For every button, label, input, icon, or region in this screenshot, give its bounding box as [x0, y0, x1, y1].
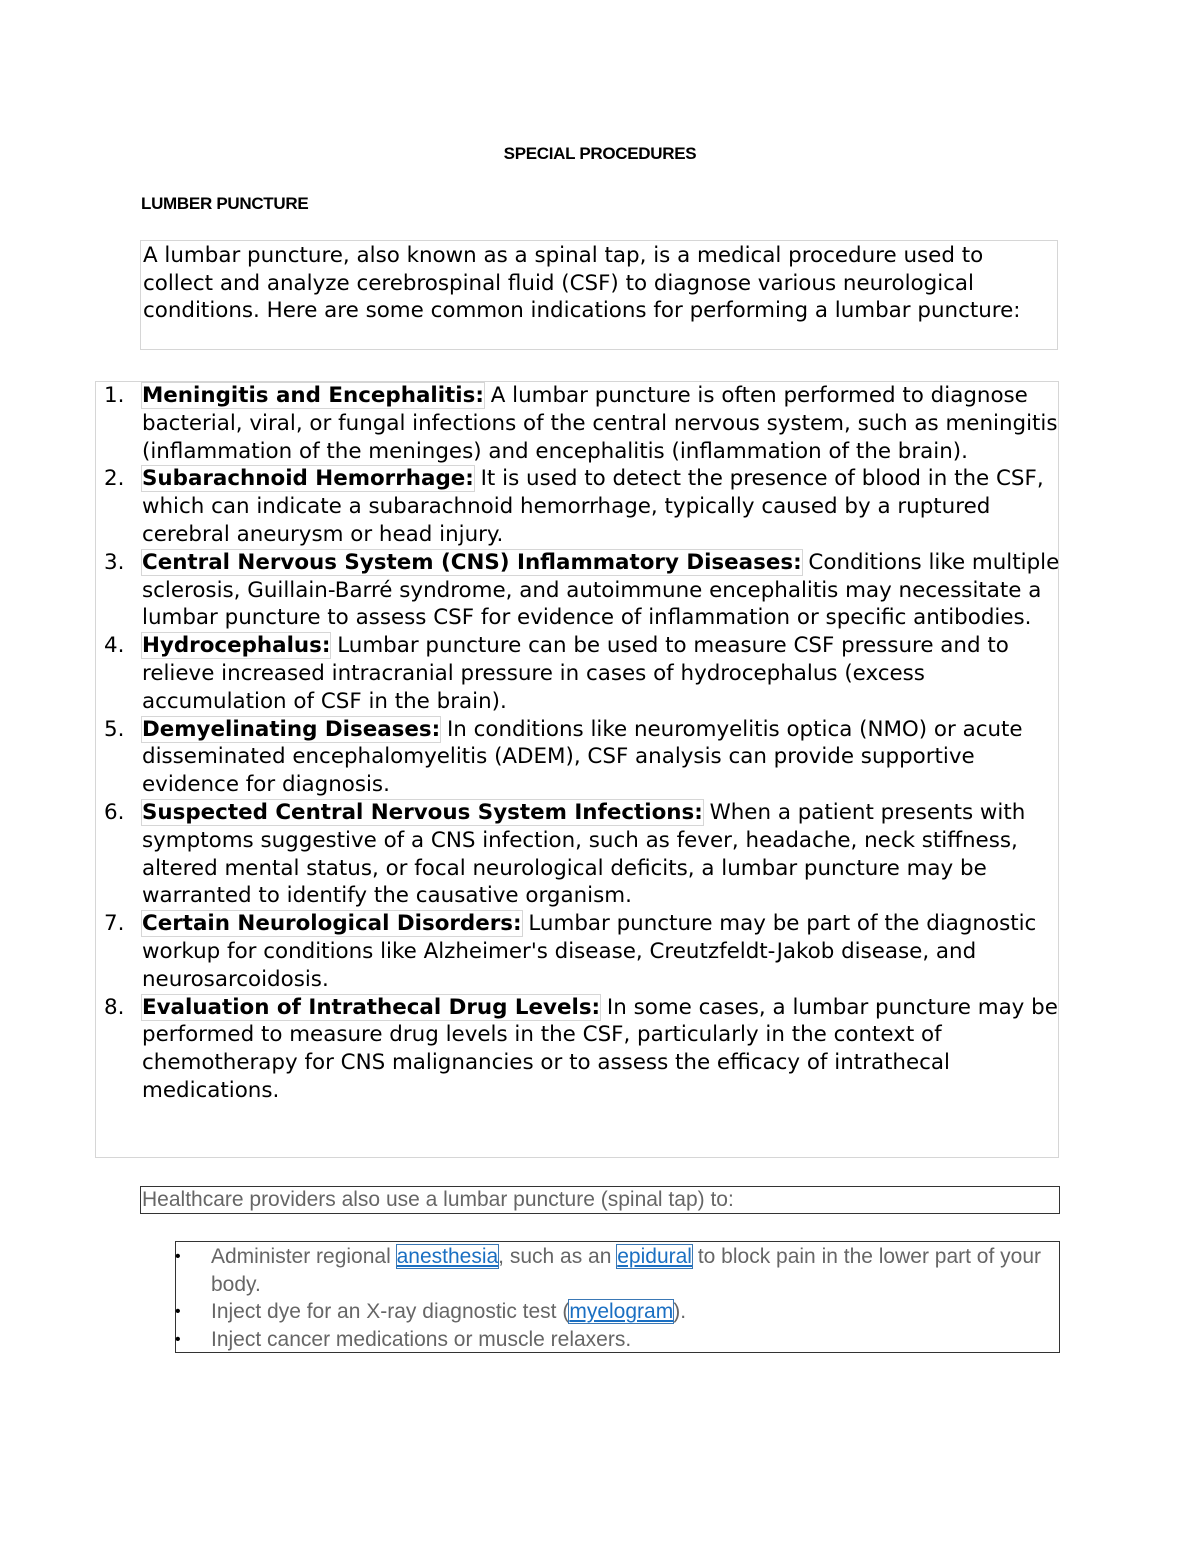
- list-text: , such as an: [498, 1245, 618, 1268]
- list-item: [104, 994, 1060, 1105]
- list-item: [104, 910, 1060, 993]
- list-item: [104, 465, 1060, 548]
- list-number: 7.: [104, 911, 125, 937]
- list-item: [175, 1326, 1051, 1354]
- list-item: [104, 799, 1060, 910]
- list-text: Inject dye for an X-ray diagnostic test (: [211, 1300, 570, 1323]
- list-text: In some cases, a lumbar puncture may be performed to measure drug levels in the CSF, particularly in the context of chemotherapy for CNS malignancies or to assess the efficacy of intrathecal medications.: [142, 994, 1058, 1103]
- bullet-icon: •: [175, 1248, 181, 1265]
- list-text: Lumbar puncture can be used to measure CSF pressure and to relieve increased intracranial pressure in cases of hydrocephalus (excess accumulation of CSF in the brain).: [142, 633, 1009, 714]
- list-number: 2.: [104, 466, 125, 492]
- indications-list: [104, 382, 1060, 1105]
- list-number: 3.: [104, 549, 125, 575]
- list-term: Suspected Central Nervous System Infections:: [142, 799, 703, 825]
- list-text: In conditions like neuromyelitis optica (NMO) or acute disseminated encephalomyelitis (ADEM), CSF analysis can provide supportive evidence for diagnosis.: [142, 716, 1023, 798]
- list-term: Subarachnoid Hemorrhage:: [142, 466, 474, 492]
- list-term: Evaluation of Intrathecal Drug Levels:: [142, 994, 601, 1020]
- intro-paragraph: A lumbar puncture, also known as a spinal tap, is a medical procedure used to collect and analyze cerebrospinal fluid (CSF) to diagnose various neurological conditions. Here are some common indications for performing a lumbar puncture:: [140, 240, 1058, 350]
- list-text: It is used to detect the presence of blood in the CSF, which can indicate a subarachnoid hemorrhage, typically caused by a ruptured cerebral aneurysm or head injury.: [142, 466, 1044, 547]
- list-number: 5.: [104, 716, 125, 742]
- list-term: Certain Neurological Disorders:: [142, 911, 522, 937]
- list-term: Meningitis and Encephalitis:: [142, 383, 484, 408]
- list-number: 1.: [104, 383, 125, 408]
- list-text: Inject cancer medications or muscle relaxers.: [211, 1327, 632, 1351]
- list-item: [104, 716, 1060, 799]
- anesthesia-link[interactable]: anesthesia: [396, 1245, 499, 1268]
- list-number: 4.: [104, 633, 125, 659]
- list-term: Hydrocephalus:: [142, 633, 331, 659]
- document-title: SPECIAL PROCEDURES: [503, 144, 697, 163]
- list-text: to block pain in the lower part of your body.: [211, 1245, 1042, 1296]
- list-text: When a patient presents with symptoms suggestive of a CNS infection, such as fever, headache, neck stiffness, altered mental status, or focal neurological deficits, a lumbar puncture may be warranted to identify the causative organism.: [142, 799, 1026, 909]
- section-heading: LUMBER PUNCTURE: [141, 194, 309, 213]
- myelogram-link[interactable]: myelogram: [569, 1300, 674, 1323]
- list-text: Administer regional: [211, 1245, 397, 1268]
- list-item: [175, 1298, 1051, 1326]
- list-term: Central Nervous System (CNS) Inflammatory Diseases:: [142, 549, 802, 575]
- list-text: Conditions like multiple sclerosis, Guillain-Barré syndrome, and autoimmune encephalitis may necessitate a lumbar puncture to assess CSF for evidence of inflammation or specific antibodies.: [142, 549, 1060, 631]
- list-text: Lumbar puncture may be part of the diagnostic workup for conditions like Alzheimer's disease, Creutzfeldt-Jakob disease, and neurosarcoidosis.: [142, 911, 1037, 992]
- list-text: A lumbar puncture is often performed to diagnose bacterial, viral, or fungal infections of the central nervous system, such as meningitis (inflammation of the meninges) and encephalitis (inflammation of the brain).: [142, 383, 1058, 464]
- uses-list: [175, 1243, 1051, 1353]
- list-term: Demyelinating Diseases:: [142, 716, 441, 742]
- bullet-icon: •: [175, 1303, 181, 1320]
- list-item: [104, 382, 1060, 465]
- list-number: 6.: [104, 799, 125, 825]
- list-text: ).: [673, 1300, 687, 1323]
- epidural-link[interactable]: epidural: [617, 1245, 692, 1268]
- list-item: [104, 549, 1060, 632]
- list-item: [104, 632, 1060, 715]
- list-item: [175, 1243, 1051, 1298]
- list-number: 8.: [104, 994, 125, 1020]
- bullet-icon: •: [175, 1330, 181, 1348]
- also-use-paragraph: Healthcare providers also use a lumbar puncture (spinal tap) to:: [140, 1186, 1060, 1214]
